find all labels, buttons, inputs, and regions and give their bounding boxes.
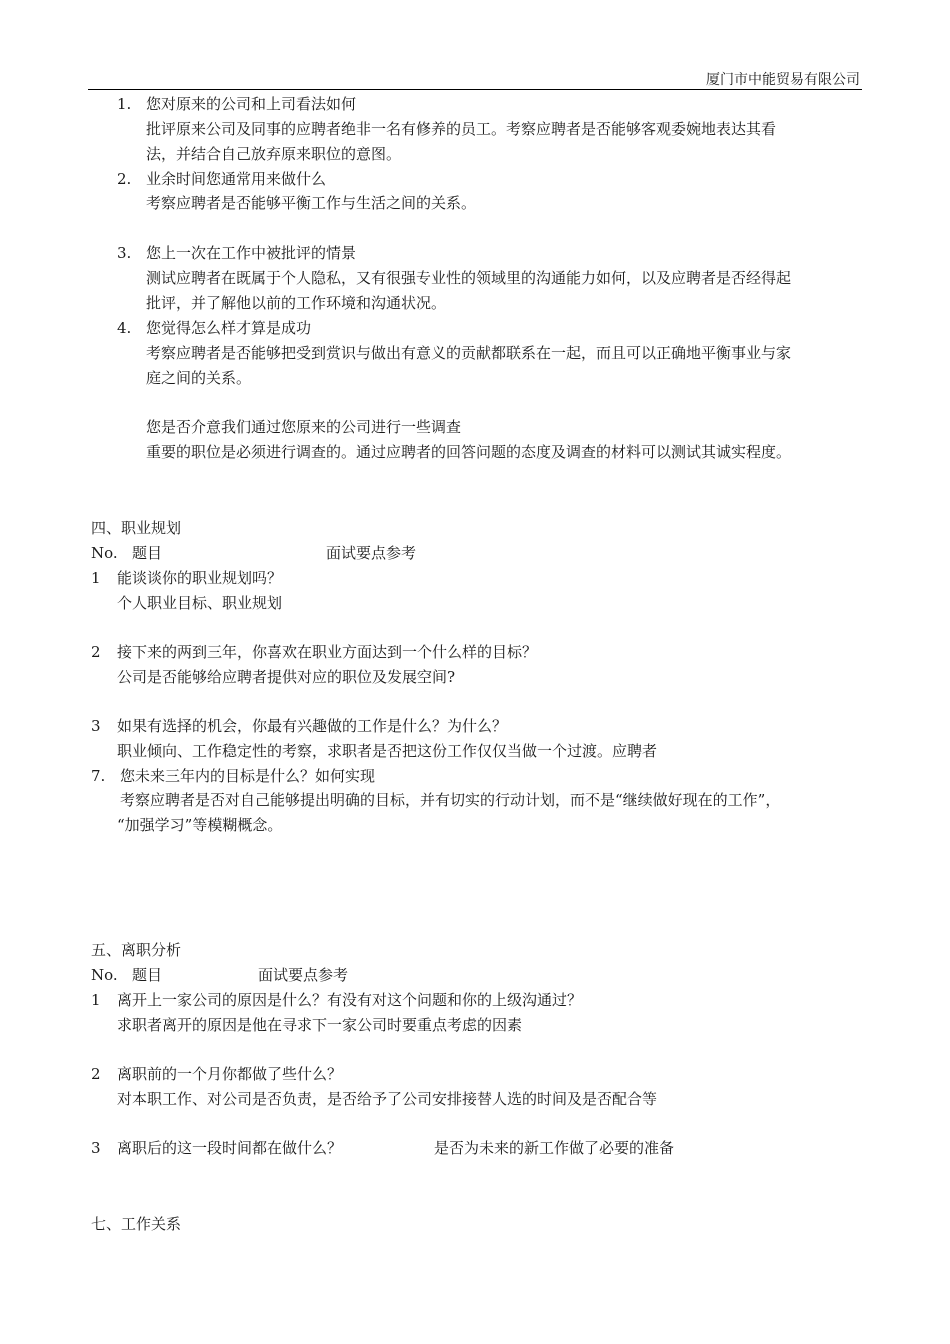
item-number: 2: [91, 1065, 101, 1083]
question-text: 您上一次在工作中被批评的情景: [146, 244, 357, 262]
item-number: 1: [91, 991, 101, 1009]
answer-note: 法，并结合自己放弃原来职位的意图。: [146, 145, 402, 163]
question-text: 能谈谈你的职业规划吗？: [117, 569, 283, 587]
answer-note: 职业倾向、工作稳定性的考察，求职者是否把这份工作仅仅当做一个过渡。应聘者: [117, 742, 658, 760]
answer-note: 批评，并了解他以前的工作环境和沟通状况。: [146, 294, 447, 312]
item-number: 3: [91, 717, 101, 735]
item-number: 4.: [117, 319, 132, 337]
answer-note: 求职者离开的原因是他在寻求下一家公司时要重点考虑的因素: [117, 1016, 523, 1034]
column-header-topic: 题目: [132, 966, 163, 984]
answer-note: 测试应聘者在既属于个人隐私，又有很强专业性的领域里的沟通能力如何，以及应聘者是否经得起: [146, 269, 792, 287]
item-number: 7.: [91, 767, 106, 785]
item-number: 3.: [117, 244, 132, 262]
question-text: 离职后的这一段时间都在做什么？: [117, 1139, 343, 1157]
question-text: 您对原来的公司和上司看法如何: [146, 95, 357, 113]
question-text: 业余时间您通常用来做什么: [146, 170, 327, 188]
question-text: 您未来三年内的目标是什么？如何实现: [120, 767, 376, 785]
answer-note: 公司是否能够给应聘者提供对应的职位及发展空间?: [117, 668, 456, 686]
item-number: 1.: [117, 95, 132, 113]
question-text: 如果有选择的机会，你最有兴趣做的工作是什么？为什么？: [117, 717, 508, 735]
answer-note: 个人职业目标、职业规划: [117, 594, 283, 612]
item-number: 3: [91, 1139, 101, 1157]
column-header-topic: 题目: [132, 544, 163, 562]
item-number: 2: [91, 643, 101, 661]
header-company-name: 厦门市中能贸易有限公司: [706, 72, 860, 88]
column-header-reference: 面试要点参考: [258, 966, 349, 984]
question-text: 您觉得怎么样才算是成功: [146, 319, 312, 337]
column-header-reference: 面试要点参考: [326, 544, 417, 562]
answer-note: 是否为未来的新工作做了必要的准备: [434, 1139, 675, 1157]
question-text: 离职前的一个月你都做了些什么？: [117, 1065, 343, 1083]
answer-note: 对本职工作、对公司是否负责，是否给予了公司安排接替人选的时间及是否配合等: [117, 1090, 658, 1108]
column-header-no: No.: [91, 966, 118, 984]
column-header-no: No.: [91, 544, 118, 562]
answer-note: 重要的职位是必须进行调查的。通过应聘者的回答问题的态度及调查的材料可以测试其诚实程度。: [146, 443, 792, 461]
question-text: 离开上一家公司的原因是什么？有没有对这个问题和你的上级沟通过？: [117, 991, 583, 1009]
section-title: 五、离职分析: [91, 941, 182, 959]
item-number: 2.: [117, 170, 132, 188]
header-divider: [88, 89, 862, 90]
item-number: 1: [91, 569, 101, 587]
answer-note: 考察应聘者是否能够把受到赏识与做出有意义的贡献都联系在一起，而且可以正确地平衡事业与家: [146, 344, 792, 362]
answer-note: “加强学习”等模糊概念。: [117, 816, 283, 834]
answer-note: 庭之间的关系。: [146, 369, 252, 387]
section-title: 四、职业规划: [91, 519, 182, 537]
answer-note: 考察应聘者是否对自己能够提出明确的目标，并有切实的行动计划，而不是“继续做好现在的工作”，: [120, 791, 781, 809]
section-title: 七、工作关系: [91, 1215, 182, 1233]
question-text: 您是否介意我们通过您原来的公司进行一些调查: [146, 418, 462, 436]
answer-note: 考察应聘者是否能够平衡工作与生活之间的关系。: [146, 194, 477, 212]
question-text: 接下来的两到三年，你喜欢在职业方面达到一个什么样的目标？: [117, 643, 538, 661]
answer-note: 批评原来公司及同事的应聘者绝非一名有修养的员工。考察应聘者是否能够客观委婉地表达其看: [146, 120, 777, 138]
